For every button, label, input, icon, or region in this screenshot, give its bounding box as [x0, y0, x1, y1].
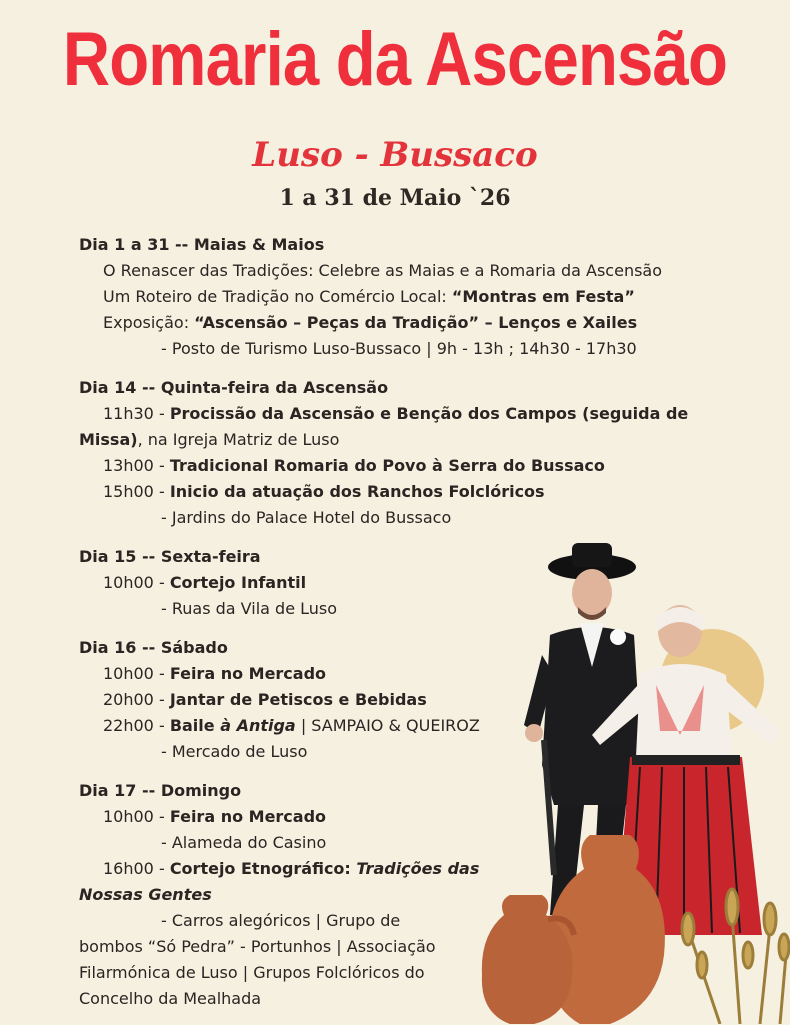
folk-couple-illustration: [480, 535, 790, 1024]
page-title: Romaria da Ascensão: [62, 17, 728, 102]
event-time: 10h00 -: [103, 573, 170, 592]
day-heading: Dia 1 a 31 -- Maias & Maios: [79, 235, 325, 254]
schedule-line: [79, 310, 719, 336]
event-title: Feira no Mercado: [169, 664, 327, 683]
event-location: - Posto de Turismo Luso-Bussaco | 9h - 13h ; 14h30 - 17h30: [161, 339, 637, 358]
line-highlight: “Ascensão – Peças da Tradição” – Lenços e Xailes: [194, 313, 638, 332]
event-title: Cortejo Infantil: [169, 573, 307, 592]
event-line-continued: [79, 427, 719, 453]
day-block-1-31: [79, 232, 719, 362]
event-time: 10h00 -: [103, 807, 170, 826]
event-time: 11h30 -: [103, 404, 170, 423]
event-time: 16h00 -: [103, 859, 170, 878]
event-title: Procissão da Ascensão e Benção dos Campos (seguida de: [169, 404, 689, 423]
event-location: - Mercado de Luso: [161, 742, 308, 761]
event-line: [79, 401, 719, 427]
line-text: Um Roteiro de Tradição no Comércio Local:: [103, 287, 452, 306]
line-text: Exposição:: [103, 313, 195, 332]
event-title-italic: à Antiga: [220, 716, 296, 735]
line-highlight: “Montras em Festa”: [451, 287, 635, 306]
event-line: [79, 479, 719, 505]
event-detail: , na Igreja Matriz de Luso: [137, 430, 340, 449]
subtitle: Luso - Bussaco: [252, 135, 538, 175]
event-time: 20h00 -: [103, 690, 170, 709]
event-title: Cortejo Etnográfico:: [169, 859, 357, 878]
day-heading: Dia 15 -- Sexta-feira: [79, 547, 261, 566]
event-title: Tradicional Romaria do Povo à Serra do Bussaco: [169, 456, 605, 475]
event-title-italic: Tradições das: [356, 859, 480, 878]
event-location: - Alameda do Casino: [161, 833, 327, 852]
event-title: Jantar de Petiscos e Bebidas: [169, 690, 427, 709]
event-location: - Jardins do Palace Hotel do Bussaco: [161, 508, 452, 527]
schedule-line: O Renascer das Tradições: Celebre as Maias e a Romaria da Ascensão: [103, 261, 663, 280]
event-title: Inicio da atuação dos Ranchos Folclóricos: [169, 482, 545, 501]
event-line-continued: Nossas Gentes: [79, 885, 212, 904]
day-block-14: [79, 375, 719, 531]
event-time: 13h00 -: [103, 456, 170, 475]
event-time: 10h00 -: [103, 664, 170, 683]
event-line: [79, 453, 719, 479]
event-title: Baile: [169, 716, 221, 735]
day-heading: Dia 14 -- Quinta-feira da Ascensão: [79, 378, 389, 397]
event-time: 15h00 -: [103, 482, 170, 501]
event-detail: | SAMPAIO & QUEIROZ: [295, 716, 480, 735]
event-title: Missa): [79, 430, 138, 449]
event-time: 22h00 -: [103, 716, 170, 735]
event-dates: 1 a 31 de Maio `26: [279, 185, 511, 211]
day-heading: Dia 17 -- Domingo: [79, 781, 242, 800]
event-title: Feira no Mercado: [169, 807, 327, 826]
event-location: - Ruas da Vila de Luso: [161, 599, 338, 618]
event-location-continued: bombos “Só Pedra” - Portunhos | Associação Filarmónica de Luso | Grupos Folclóricos do Concelho da Mealhada: [79, 937, 436, 1008]
schedule-line: [79, 284, 719, 310]
event-location: - Carros alegóricos | Grupo de: [161, 911, 401, 930]
day-heading: Dia 16 -- Sábado: [79, 638, 228, 657]
